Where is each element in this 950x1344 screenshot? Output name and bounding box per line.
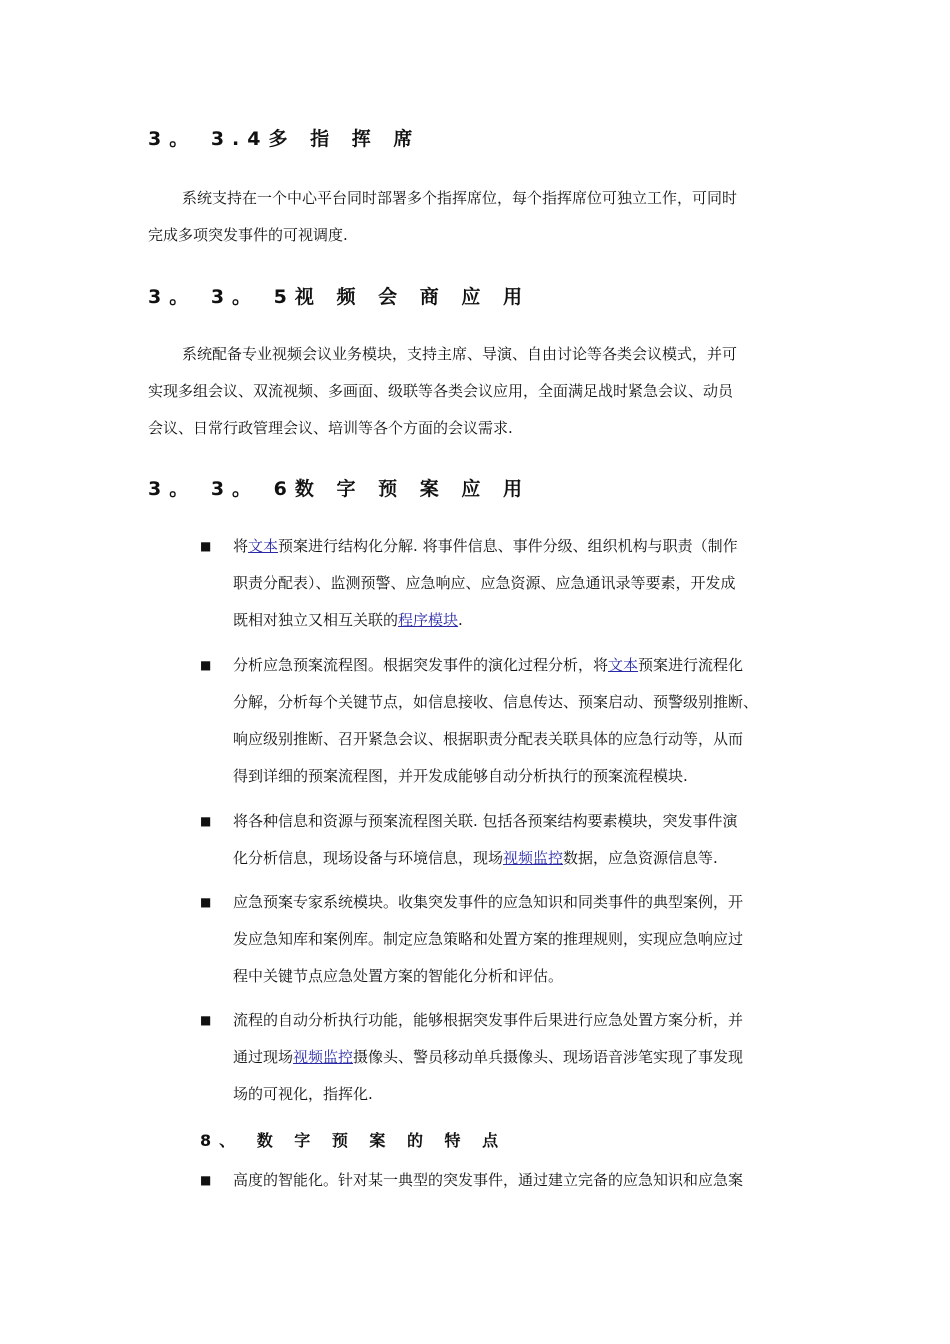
paragraph-line: 完成多项突发事件的可视调度. (148, 226, 348, 244)
list-item-line (233, 921, 823, 958)
section-3-3-5-paragraph (148, 336, 808, 447)
list-item-text (233, 1162, 823, 1199)
text-run: 通过现场 (233, 1048, 294, 1066)
text-run: 将各种信息和资源与预案流程图关联. 包括各预案结构要素模块，突发事件演 (233, 812, 738, 830)
bullet-square-icon: ■ (200, 814, 212, 828)
bullet-square-icon: ■ (200, 1013, 212, 1027)
list-item-line (233, 758, 823, 795)
hyperlink[interactable]: 文本 (248, 537, 279, 555)
list-item-line (233, 884, 823, 921)
bullet-square-icon: ■ (200, 895, 212, 909)
text-run: 预案进行结构化分解. 将事件信息、事件分级、组织机构与职责（制作 (278, 537, 738, 555)
list-item-line (233, 840, 823, 877)
text-run: 数据，应急资源信息等. (563, 849, 718, 867)
section-3-3-5-heading: 3。 3。 5视 频 会 商 应 用 (148, 286, 530, 308)
section-3-3-4-heading: 3。 3.4多 指 挥 席 (148, 128, 421, 150)
text-run: 发应急知库和案例库。制定应急策略和处置方案的推理规则，实现应急响应过 (233, 930, 744, 948)
section-8-subheading: 8、 数 字 预 案 的 特 点 (200, 1131, 507, 1150)
list-item-line (233, 602, 823, 639)
list-item-line (233, 721, 823, 758)
paragraph-line: 系统支持在一个中心平台同时部署多个指挥席位，每个指挥席位可独立工作，可同时 (182, 189, 738, 207)
list-item-text (233, 1002, 823, 1113)
text-run: 职责分配表）、监测预警、应急响应、应急资源、应急通讯录等要素，开发成 (233, 574, 736, 592)
list-item-line (233, 565, 823, 602)
paragraph-line: 实现多组会议、双流视频、多画面、级联等各类会议应用，全面满足战时紧急会议、动员 (148, 382, 734, 400)
text-run: 分析应急预案流程图。根据突发事件的演化过程分析，将 (233, 656, 609, 674)
hyperlink[interactable]: 程序模块 (398, 611, 459, 629)
hyperlink[interactable]: 视频监控 (503, 849, 564, 867)
list-item-line (233, 1076, 823, 1113)
bullet-square-icon: ■ (200, 658, 212, 672)
text-run: 摄像头、警员移动单兵摄像头、现场语音涉笔实现了事发现 (353, 1048, 744, 1066)
list-item-text (233, 647, 823, 795)
list-item-line (233, 528, 823, 565)
list-item-line (233, 958, 823, 995)
paragraph-line: 系统配备专业视频会议业务模块，支持主席、导演、自由讨论等各类会议模式，并可 (182, 345, 738, 363)
text-run: 场的可视化，指挥化. (233, 1085, 373, 1103)
bullet-square-icon: ■ (200, 539, 212, 553)
list-item-text (233, 884, 823, 995)
list-item-text (233, 528, 823, 639)
text-run: 程中关键节点应急处置方案的智能化分析和评估。 (233, 967, 564, 985)
list-item-line (233, 1162, 823, 1199)
hyperlink[interactable]: 文本 (608, 656, 639, 674)
text-run: 得到详细的预案流程图，并开发成能够自动分析执行的预案流程模块. (233, 767, 688, 785)
text-run: 将 (233, 537, 249, 555)
text-run: . (458, 611, 463, 629)
text-run: 响应级别推断、召开紧急会议、根据职责分配表关联具体的应急行动等，从而 (233, 730, 744, 748)
text-run: 高度的智能化。针对某一典型的突发事件，通过建立完备的应急知识和应急案 (233, 1171, 744, 1189)
text-run: 化分析信息，现场设备与环境信息，现场 (233, 849, 504, 867)
list-item-text (233, 803, 823, 877)
list-item-line (233, 803, 823, 840)
list-item-line (233, 684, 823, 721)
text-run: 分解，分析每个关键节点，如信息接收、信息传达、预案启动、预警级别推断、 (233, 693, 759, 711)
text-run: 应急预案专家系统模块。收集突发事件的应急知识和同类事件的典型案例，开 (233, 893, 744, 911)
text-run: 预案进行流程化 (638, 656, 744, 674)
text-run: 流程的自动分析执行功能，能够根据突发事件后果进行应急处置方案分析，并 (233, 1011, 744, 1029)
list-item-line (233, 647, 823, 684)
list-item-line (233, 1039, 823, 1076)
section-3-3-4-paragraph (148, 180, 808, 254)
bullet-square-icon: ■ (200, 1173, 212, 1187)
hyperlink[interactable]: 视频监控 (293, 1048, 354, 1066)
paragraph-line: 会议、日常行政管理会议、培训等各个方面的会议需求. (148, 419, 513, 437)
list-item-line (233, 1002, 823, 1039)
text-run: 既相对独立又相互关联的 (233, 611, 399, 629)
section-3-3-6-heading: 3。 3。 6数 字 预 案 应 用 (148, 478, 530, 500)
